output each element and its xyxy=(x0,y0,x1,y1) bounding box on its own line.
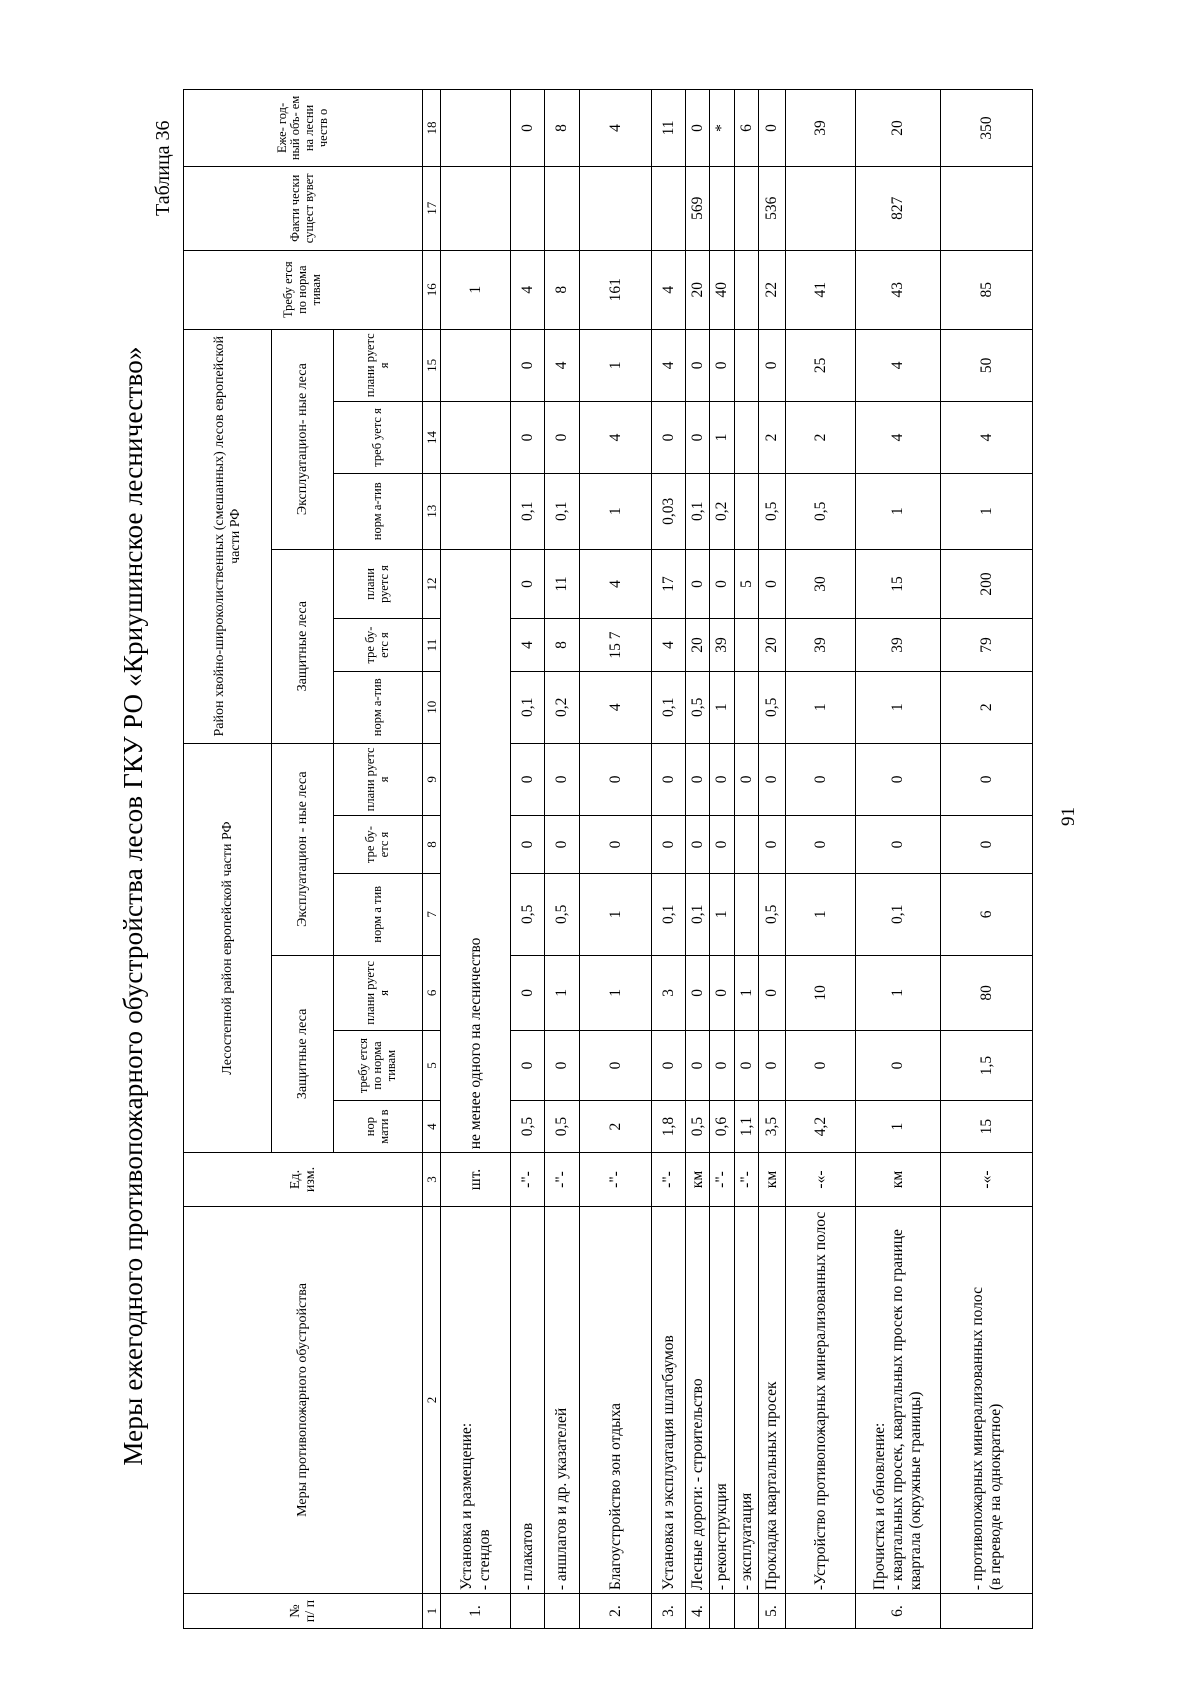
cell xyxy=(511,166,545,250)
header-planned-15: плани руетс я xyxy=(334,329,423,401)
cell: 0 xyxy=(710,549,735,619)
cell xyxy=(735,401,759,473)
cell: 0 xyxy=(686,90,710,167)
cell: 4 xyxy=(545,329,580,401)
cell: 39 xyxy=(786,90,856,167)
cell: 1 xyxy=(786,874,856,955)
cell: 827 xyxy=(856,166,941,250)
cell: 0 xyxy=(580,815,652,873)
cell: 0,1 xyxy=(686,874,710,955)
table-row xyxy=(759,90,786,1629)
row-unit: км xyxy=(856,1153,941,1207)
cell: 0,1 xyxy=(652,874,686,955)
row-name: - аншлагов и др. указателей xyxy=(545,1206,580,1593)
cell: 4 xyxy=(856,329,941,401)
cell: 4 xyxy=(580,401,652,473)
cell: 0 xyxy=(786,815,856,873)
cell: 0,5 xyxy=(759,874,786,955)
row-name-line: (в переводе на однократное) xyxy=(986,1403,1004,1591)
cell xyxy=(580,166,652,250)
cell: 0 xyxy=(686,1031,710,1101)
cell: 0,5 xyxy=(759,671,786,743)
row-number: 1. xyxy=(441,1594,511,1629)
cell: 1 xyxy=(786,671,856,743)
row-number xyxy=(545,1594,580,1629)
cell: 39 xyxy=(856,619,941,671)
cell: 0 xyxy=(710,329,735,401)
cell: 0 xyxy=(710,743,735,815)
header-norm-7: норм а тив xyxy=(334,874,423,955)
cell xyxy=(441,90,511,167)
cell xyxy=(441,166,511,250)
row-unit: -«- xyxy=(786,1153,856,1207)
cell: 85 xyxy=(941,250,1033,329)
cell: 2 xyxy=(941,671,1033,743)
merged-note: не менее одного на лесничество xyxy=(441,549,511,1153)
row-unit: -"- xyxy=(545,1153,580,1207)
table-row xyxy=(735,90,759,1629)
table-row xyxy=(545,90,580,1629)
row-name-line: Установка и размещение: xyxy=(457,1422,475,1591)
cell: 0,2 xyxy=(710,473,735,549)
cell: 1,1 xyxy=(735,1100,759,1152)
cell xyxy=(735,815,759,873)
row-number: 5. xyxy=(759,1594,786,1629)
cell: 0,5 xyxy=(511,1100,545,1152)
cell: 39 xyxy=(786,619,856,671)
cell: 0 xyxy=(710,1031,735,1101)
cell xyxy=(545,166,580,250)
header-norm-10: норм а-тив xyxy=(334,671,423,743)
cell: 0 xyxy=(686,815,710,873)
header-planned-12: плани руетс я xyxy=(334,549,423,619)
cell: 0,5 xyxy=(759,473,786,549)
header-measures: Меры противопожарного обустройства xyxy=(184,1206,423,1593)
cell: 8 xyxy=(545,619,580,671)
cell: 4 xyxy=(580,549,652,619)
header-actual: Факти чески сущест вувет xyxy=(184,166,423,250)
cell: 161 xyxy=(580,250,652,329)
cell: 0 xyxy=(545,815,580,873)
cell: 6 xyxy=(941,874,1033,955)
cell: 0 xyxy=(856,743,941,815)
cell: 20 xyxy=(686,250,710,329)
cell: 80 xyxy=(941,955,1033,1031)
cell: 0 xyxy=(759,90,786,167)
cell: 1 xyxy=(441,250,511,329)
row-unit: шт. xyxy=(441,1153,511,1207)
row-unit: -"- xyxy=(710,1153,735,1207)
column-number: 2 xyxy=(423,1206,441,1593)
cell: 0,5 xyxy=(686,1100,710,1152)
header-norm-4: нор мати в xyxy=(334,1100,423,1152)
column-number: 4 xyxy=(423,1100,441,1152)
table-row xyxy=(686,90,710,1629)
cell: 1 xyxy=(580,874,652,955)
cell: 0 xyxy=(580,1031,652,1101)
cell: 1 xyxy=(856,473,941,549)
cell: 0,5 xyxy=(511,874,545,955)
cell: 0 xyxy=(545,1031,580,1101)
row-number xyxy=(941,1594,1033,1629)
cell: 43 xyxy=(856,250,941,329)
cell: 0 xyxy=(856,1031,941,1101)
cell: 0 xyxy=(759,955,786,1031)
cell: 0 xyxy=(786,1031,856,1101)
column-number: 9 xyxy=(423,743,441,815)
cell xyxy=(710,166,735,250)
cell xyxy=(735,250,759,329)
column-number: 11 xyxy=(423,619,441,671)
column-number: 6 xyxy=(423,955,441,1031)
cell: 79 xyxy=(941,619,1033,671)
header-zone2: Район хвойно-широколиственных (смешанных) лесов европейской части РФ xyxy=(184,329,272,743)
cell: * xyxy=(710,90,735,167)
cell: 0,03 xyxy=(652,473,686,549)
header-planned-6: плани руетс я xyxy=(334,955,423,1031)
cell: 8 xyxy=(545,250,580,329)
cell: 4 xyxy=(511,250,545,329)
cell: 0 xyxy=(511,1031,545,1101)
cell: 0,5 xyxy=(545,874,580,955)
cell: 4 xyxy=(941,401,1033,473)
cell: 1 xyxy=(735,955,759,1031)
column-number: 3 xyxy=(423,1153,441,1207)
cell: 1 xyxy=(710,671,735,743)
row-name-line: Прочистка и обновление: xyxy=(870,1422,888,1591)
cell xyxy=(441,329,511,401)
table-row xyxy=(856,90,941,1629)
header-protective-1: Защитные леса xyxy=(272,955,334,1153)
cell: 1 xyxy=(856,671,941,743)
row-name-line: - стендов xyxy=(475,1529,493,1591)
cell: 0 xyxy=(511,549,545,619)
cell: 20 xyxy=(686,619,710,671)
cell: 0 xyxy=(735,743,759,815)
cell: 4 xyxy=(652,250,686,329)
header-planned-9: плани руетс я xyxy=(334,743,423,815)
cell: 1 xyxy=(710,874,735,955)
row-number xyxy=(511,1594,545,1629)
cell: 0 xyxy=(511,815,545,873)
cell: 0 xyxy=(652,401,686,473)
cell: 3 xyxy=(652,955,686,1031)
cell: 4,2 xyxy=(786,1100,856,1152)
cell: 15 xyxy=(856,549,941,619)
cell: 0 xyxy=(759,743,786,815)
header-num: № п/ п xyxy=(184,1594,423,1629)
cell: 40 xyxy=(710,250,735,329)
cell: 2 xyxy=(786,401,856,473)
cell: 0 xyxy=(759,815,786,873)
cell: 39 xyxy=(710,619,735,671)
cell: 0 xyxy=(759,549,786,619)
cell: 0 xyxy=(580,743,652,815)
header-norm-13: норм а-тив xyxy=(334,473,423,549)
page-title: Меры ежегодного противопожарного обустройства лесов ГКУ РО «Криушинское лесничество» xyxy=(118,346,148,1466)
cell xyxy=(735,874,759,955)
column-number: 1 xyxy=(423,1594,441,1629)
row-name: Благоустройство зон отдыха xyxy=(580,1206,652,1593)
table-row xyxy=(941,90,1033,1629)
column-number: 7 xyxy=(423,874,441,955)
cell: 15 7 xyxy=(580,619,652,671)
column-number: 13 xyxy=(423,473,441,549)
row-name: Установка и эксплуатация шлагбаумов xyxy=(652,1206,686,1593)
column-number: 17 xyxy=(423,166,441,250)
cell: 4 xyxy=(580,671,652,743)
header-zone1: Лесостепной район европейской части РФ xyxy=(184,743,272,1152)
cell: 0 xyxy=(545,743,580,815)
cell: 0 xyxy=(759,329,786,401)
cell: 4 xyxy=(652,619,686,671)
table-row xyxy=(511,90,545,1629)
row-name: - плакатов xyxy=(511,1206,545,1593)
cell: 536 xyxy=(759,166,786,250)
cell: 0 xyxy=(941,743,1033,815)
cell: 0,1 xyxy=(686,473,710,549)
cell: 569 xyxy=(686,166,710,250)
row-name xyxy=(856,1206,941,1593)
cell: 6 xyxy=(735,90,759,167)
header-required-8: тре бу- етс я xyxy=(334,815,423,873)
cell: 0 xyxy=(856,815,941,873)
header-required-11: тре бу- етс я xyxy=(334,619,423,671)
cell: 50 xyxy=(941,329,1033,401)
table-row xyxy=(710,90,735,1629)
table-row xyxy=(441,90,511,1629)
cell xyxy=(652,166,686,250)
cell: 11 xyxy=(652,90,686,167)
row-unit: км xyxy=(759,1153,786,1207)
row-unit: -"- xyxy=(511,1153,545,1207)
cell: 0 xyxy=(652,815,686,873)
cell xyxy=(786,166,856,250)
cell: 0 xyxy=(710,955,735,1031)
header-exploitation-1: Эксплуатацион - ные леса xyxy=(272,743,334,955)
cell: 4 xyxy=(511,619,545,671)
column-number: 14 xyxy=(423,401,441,473)
cell xyxy=(735,473,759,549)
cell: 0,2 xyxy=(545,671,580,743)
column-number-row xyxy=(423,90,441,1629)
cell: 4 xyxy=(652,329,686,401)
header-required-5: требу ется по норма тивам xyxy=(334,1031,423,1101)
cell xyxy=(941,166,1033,250)
cell: 1,5 xyxy=(941,1031,1033,1101)
cell: 0,6 xyxy=(710,1100,735,1152)
cell: 15 xyxy=(941,1100,1033,1152)
row-number xyxy=(735,1594,759,1629)
cell: 22 xyxy=(759,250,786,329)
row-number: 6. xyxy=(856,1594,941,1629)
column-number: 12 xyxy=(423,549,441,619)
header-required-14: треб уетс я xyxy=(334,401,423,473)
row-number: 4. xyxy=(686,1594,710,1629)
cell xyxy=(735,619,759,671)
cell: 0,1 xyxy=(545,473,580,549)
row-name: -Устройство противопожарных минерализованных полос xyxy=(786,1206,856,1593)
cell: 0 xyxy=(652,743,686,815)
row-name: - реконструкция xyxy=(710,1206,735,1593)
cell: 17 xyxy=(652,549,686,619)
cell: 20 xyxy=(856,90,941,167)
cell: 0 xyxy=(786,743,856,815)
cell: 0 xyxy=(511,955,545,1031)
row-number xyxy=(710,1594,735,1629)
cell: 1 xyxy=(580,329,652,401)
cell: 1 xyxy=(856,1100,941,1152)
row-name: Прокладка квартальных просек xyxy=(759,1206,786,1593)
row-number: 3. xyxy=(652,1594,686,1629)
header-total-required: Требу ется по норма тивам xyxy=(184,250,423,329)
header-protective-2: Защитные леса xyxy=(272,549,334,743)
cell: 0 xyxy=(511,743,545,815)
cell: 1,8 xyxy=(652,1100,686,1152)
cell: 8 xyxy=(545,90,580,167)
column-number: 10 xyxy=(423,671,441,743)
row-name xyxy=(941,1206,1033,1593)
column-number: 5 xyxy=(423,1031,441,1101)
cell: 0 xyxy=(652,1031,686,1101)
measures-table xyxy=(183,89,1033,1629)
cell xyxy=(441,473,511,549)
cell: 30 xyxy=(786,549,856,619)
cell: 3,5 xyxy=(759,1100,786,1152)
row-number xyxy=(786,1594,856,1629)
row-unit: -"- xyxy=(735,1153,759,1207)
table-row xyxy=(652,90,686,1629)
cell: 1 xyxy=(710,401,735,473)
cell xyxy=(441,401,511,473)
cell: 2 xyxy=(759,401,786,473)
cell: 20 xyxy=(759,619,786,671)
cell: 1 xyxy=(580,473,652,549)
row-unit: -"- xyxy=(652,1153,686,1207)
cell: 10 xyxy=(786,955,856,1031)
column-number: 16 xyxy=(423,250,441,329)
cell: 0 xyxy=(710,815,735,873)
row-name-line: - противопожарных минерализованных полос xyxy=(968,1287,986,1591)
cell: 0 xyxy=(941,815,1033,873)
column-number: 18 xyxy=(423,90,441,167)
cell: 2 xyxy=(580,1100,652,1152)
row-number: 2. xyxy=(580,1594,652,1629)
column-number: 15 xyxy=(423,329,441,401)
column-number: 8 xyxy=(423,815,441,873)
cell xyxy=(735,166,759,250)
cell: 4 xyxy=(856,401,941,473)
cell: 200 xyxy=(941,549,1033,619)
cell xyxy=(735,329,759,401)
header-annual: Еже- год- ный объ- ем на лесни честв о xyxy=(184,90,423,167)
cell: 1 xyxy=(856,955,941,1031)
header-unit: Ед. изм. xyxy=(184,1153,423,1207)
row-unit: км xyxy=(686,1153,710,1207)
cell: 41 xyxy=(786,250,856,329)
row-unit: -«- xyxy=(941,1153,1033,1207)
row-name: Лесные дороги: - строительство xyxy=(686,1206,710,1593)
header-exploitation-2: Эксплуатацион- ные леса xyxy=(272,329,334,549)
cell: 0 xyxy=(511,90,545,167)
cell: 25 xyxy=(786,329,856,401)
cell: 1 xyxy=(580,955,652,1031)
row-name xyxy=(441,1206,511,1593)
table-row xyxy=(580,90,652,1629)
cell: 0 xyxy=(686,549,710,619)
row-name-line: - квартальных просек, квартальных просек по границе квартала (окружные границы) xyxy=(889,1229,925,1591)
cell: 0 xyxy=(686,401,710,473)
cell: 0 xyxy=(511,329,545,401)
cell: 0,1 xyxy=(652,671,686,743)
page-number: 91 xyxy=(1058,807,1079,826)
table-row xyxy=(786,90,856,1629)
cell: 0 xyxy=(511,401,545,473)
cell: 0,1 xyxy=(511,671,545,743)
table-number: Таблица 36 xyxy=(152,120,174,216)
cell: 0 xyxy=(759,1031,786,1101)
cell: 0,1 xyxy=(511,473,545,549)
cell: 0 xyxy=(545,401,580,473)
cell: 350 xyxy=(941,90,1033,167)
cell: 0,5 xyxy=(545,1100,580,1152)
cell: 0 xyxy=(686,329,710,401)
cell: 0 xyxy=(686,743,710,815)
cell: 0,1 xyxy=(856,874,941,955)
cell: 0,5 xyxy=(786,473,856,549)
cell: 0,5 xyxy=(686,671,710,743)
cell: 1 xyxy=(545,955,580,1031)
cell: 5 xyxy=(735,549,759,619)
cell: 11 xyxy=(545,549,580,619)
row-unit: -"- xyxy=(580,1153,652,1207)
cell: 0 xyxy=(686,955,710,1031)
cell: 1 xyxy=(941,473,1033,549)
row-name: - эксплуатация xyxy=(735,1206,759,1593)
cell: 4 xyxy=(580,90,652,167)
cell xyxy=(735,671,759,743)
cell: 0 xyxy=(735,1031,759,1101)
